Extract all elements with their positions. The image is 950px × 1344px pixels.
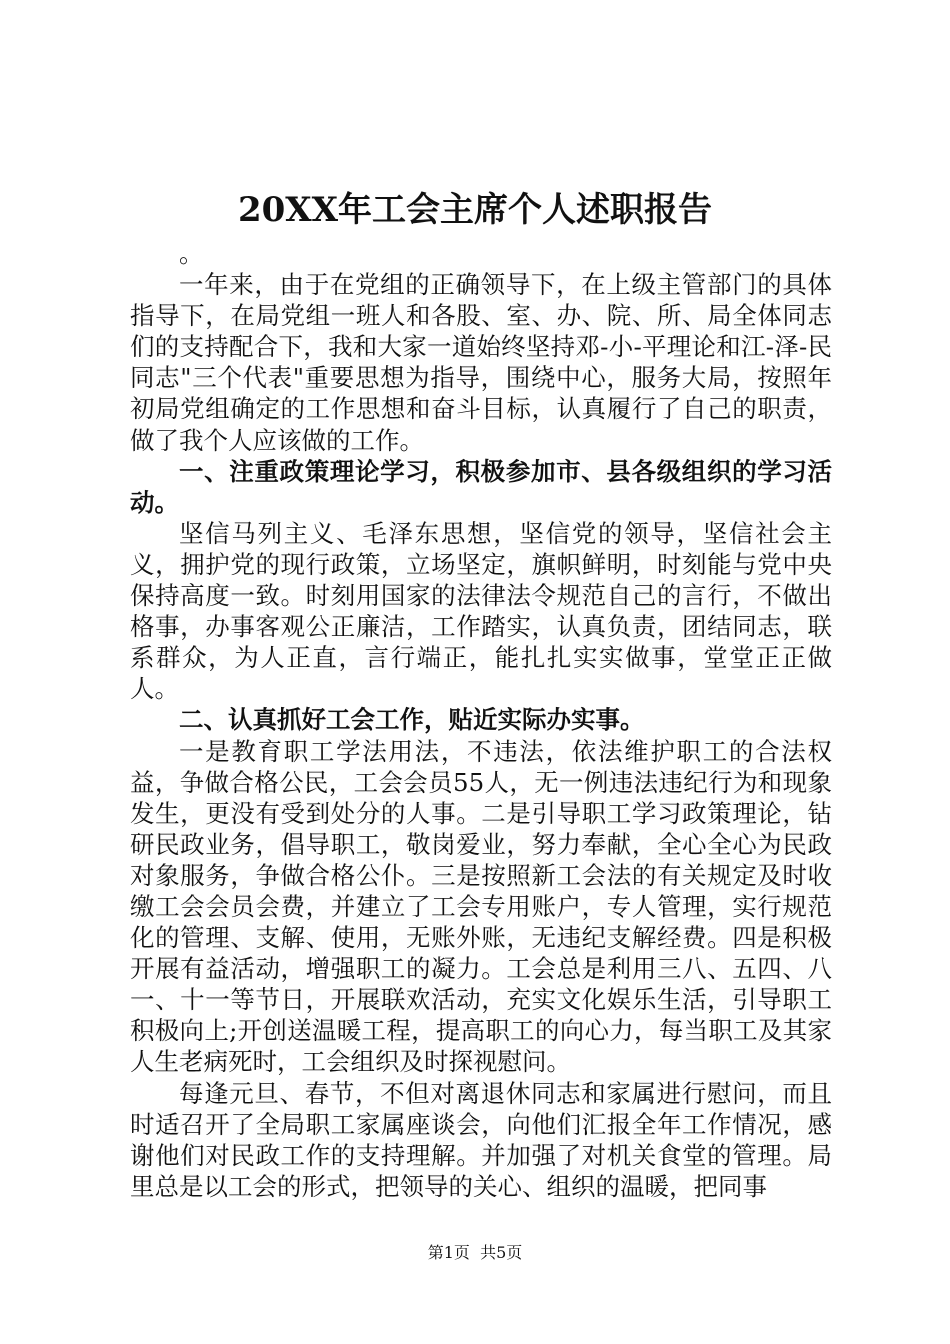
paragraph-section-2: 一是教育职工学法用法，不违法，依法维护职工的合法权益，争做合格公民，工会会员55人，无一例违法违纪行为和现象发生，更没有受到处分的人事。二是引导职工学习政策理论，钻研民政业务，倡导职工，敬岗爱业，努力奉献，全心全心为民政对象服务，争做合格公仆。三是按照新工会法的有关规定及时收缴工会会员会费，并建立了工会专用账户，专人管理，实行规范化的管理、支解、使用，无账外账，无违纪支解经费。四是积极开展有益活动，增强职工的凝力。工会总是利用三八、五四、八一、十一等节日，开展联欢活动，充实文化娱乐生活，引导职工积极向上;开创送温暖工程，提高职工的向心力，每当职工及其家人生老病死时，工会组织及时探视慰问。 — [130, 736, 832, 1077]
page-footer — [0, 1242, 950, 1264]
paragraph-intro: 一年来，由于在党组的正确领导下，在上级主管部门的具体指导下，在局党组一班人和各股、室、办、院、所、局全体同志们的支持配合下，我和大家一道始终坚持邓-小-平理论和江-泽-民同志"三个代表"重要思想为指导，围绕中心，服务大局，按照年初局党组确定的工作思想和奋斗目标，认真履行了自己的职责，做了我个人应该做的工作。 — [130, 270, 832, 455]
paragraph-fragment: 。 — [179, 239, 204, 268]
paragraph-section-1: 坚信马列主义、毛泽东思想，坚信党的领导，坚信社会主义，拥护党的现行政策，立场坚定，旗帜鲜明，时刻能与党中央保持高度一致。时刻用国家的法律法令规范自己的言行，不做出格事，办事客观公正廉洁，工作踏实，认真负责，团结同志，联系群众，为人正直，言行端正，能扎扎实实做事，堂堂正正做人。 — [130, 518, 832, 704]
section-heading-1: 一、注重政策理论学习，积极参加市、县各级组织的学习活动。 — [130, 456, 832, 517]
document-body — [130, 238, 832, 1202]
page-number: 第1页 共5页 — [427, 1243, 523, 1262]
paragraph-section-2-cont: 每逢元旦、春节，不但对离退休同志和家属进行慰问，而且时适召开了全局职工家属座谈会，向他们汇报全年工作情况，感谢他们对民政工作的支持理解。并加强了对机关食堂的管理。局里总是以工会的形式，把领导的关心、组织的温暖，把同事 — [130, 1078, 832, 1201]
section-heading-2: 二、认真抓好工会工作，贴近实际办实事。 — [179, 705, 645, 735]
document-title: 20XX年工会主席个人述职报告 — [237, 190, 713, 230]
